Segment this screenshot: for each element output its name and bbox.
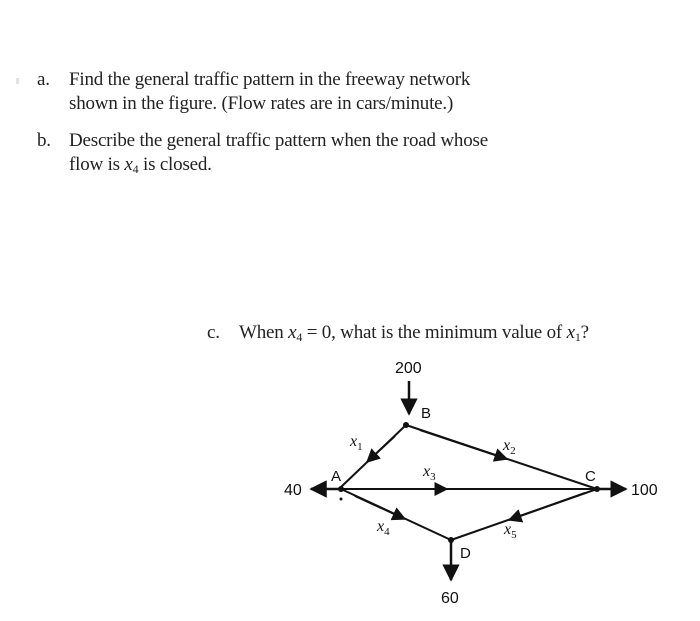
edge-x5 [451,489,597,540]
node-label-c: C [585,468,596,485]
question-b-label: b. [37,130,51,151]
question-a-label: a. [37,69,50,90]
node-label-d: D [460,545,471,562]
edge-x4 [341,489,451,540]
question-c-text: When $x_4 = 0$, what is the minimum value of $x_1$? [239,322,589,344]
variable-x4: $x_4$ [288,322,303,344]
flow-label-40: 40 [284,482,302,499]
flow-label-100: 100 [631,482,658,499]
edge-label-x4: $x_4$ [377,518,390,538]
flow-label-60: 60 [441,590,459,607]
edge-label-x5: $x_5$ [504,521,517,541]
edge-label-x3: $x_3$ [423,463,436,483]
edge-label-x1: $x_1$ [350,433,363,453]
variable-x4: $x_4$ [124,154,139,176]
variable-x1: $x_1$ [566,322,581,344]
node-c-dot [594,486,600,492]
node-d-dot [448,537,454,543]
question-b-line2: flow is $x_4$ is closed. [69,154,212,176]
edge-label-x2: $x_2$ [503,437,516,457]
question-b-line1: Describe the general traffic pattern when the road whose [69,130,488,151]
question-a-line2: shown in the figure. (Flow rates are in cars/minute.) [69,93,454,114]
question-c-label: c. [207,322,220,343]
node-label-b: B [421,405,432,422]
question-a-line1: Find the general traffic pattern in the freeway network [69,69,471,90]
node-a-dot [338,486,344,492]
node-label-a: A [331,468,342,485]
node-b-dot [403,422,409,428]
flow-label-200: 200 [395,360,422,377]
node-a-mark [340,498,343,501]
